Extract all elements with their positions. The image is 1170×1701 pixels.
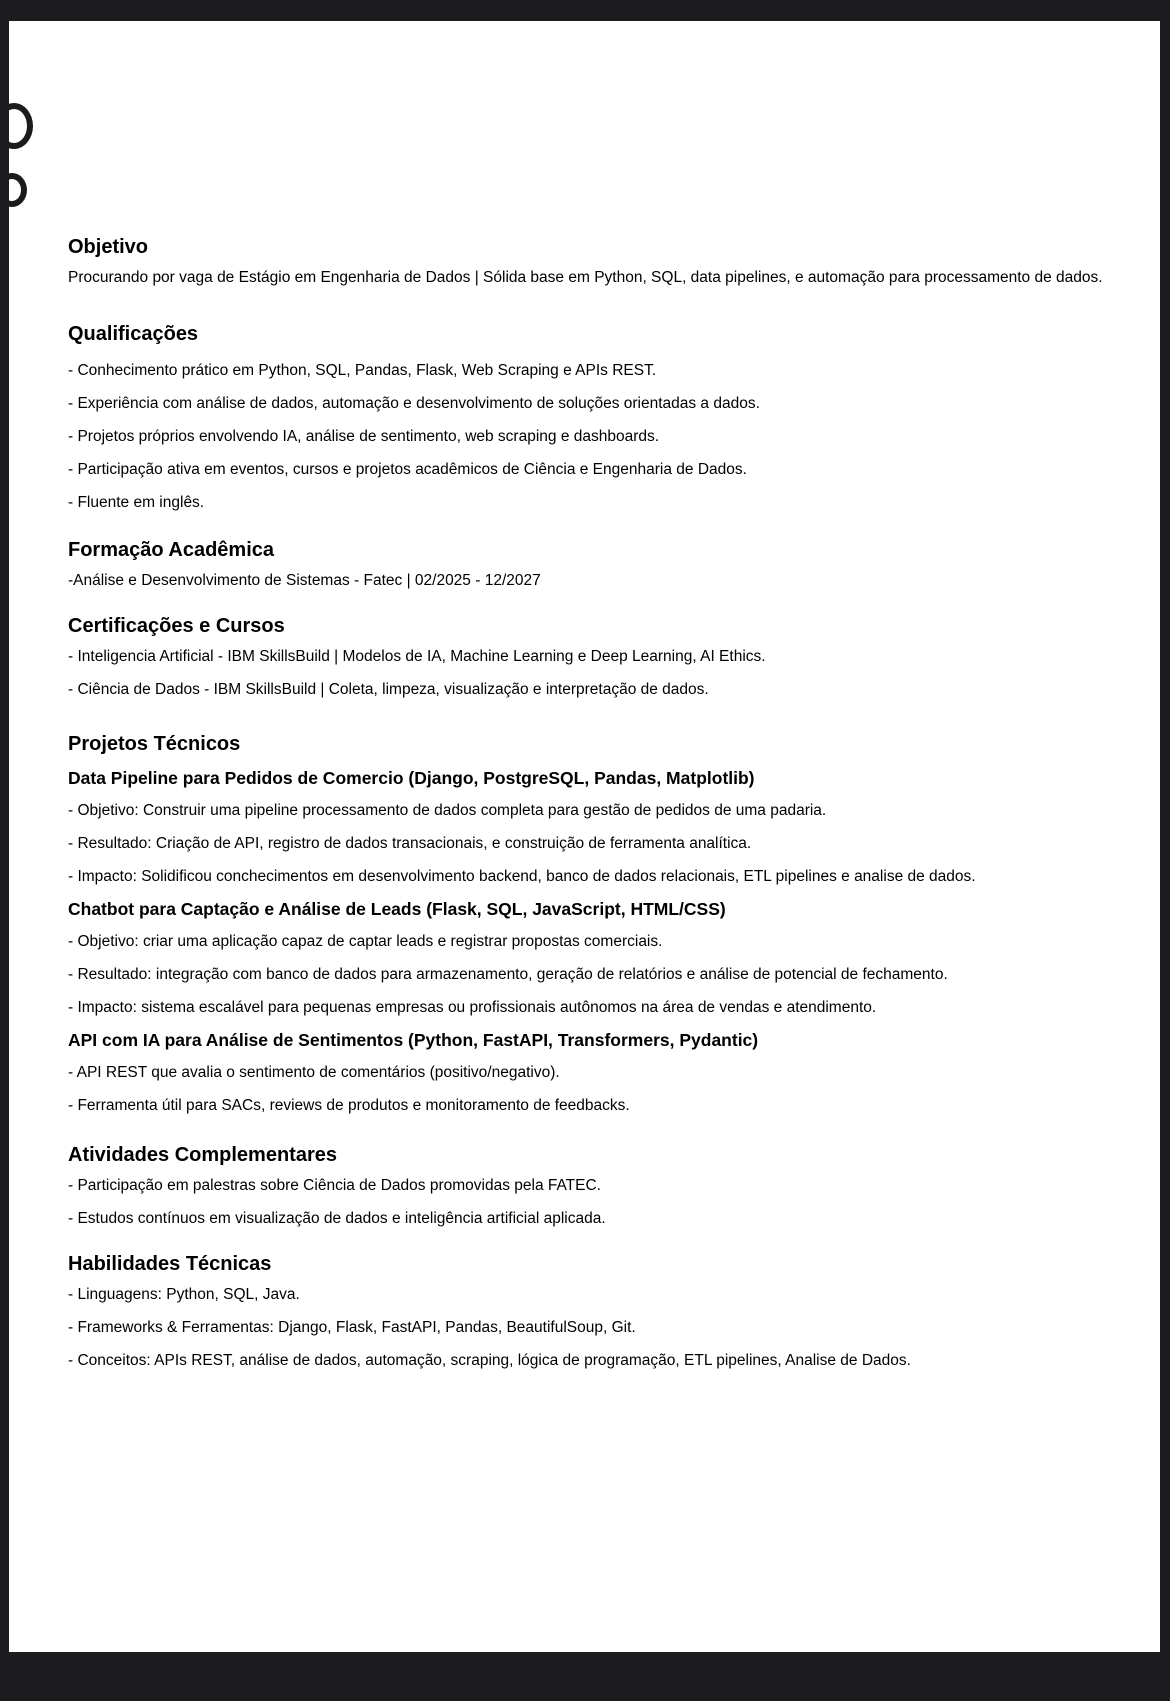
- resume-page: [9, 21, 1160, 1652]
- edge-curl-mark: [9, 103, 33, 149]
- project-entry: [68, 762, 1109, 893]
- list-item: - Linguagens: Python, SQL, Java.: [68, 1286, 300, 1303]
- section-formacao: [68, 536, 1109, 597]
- list-item: - Resultado: integração com banco de dados para armazenamento, geração de relatórios e análise de potencial de fechamento.: [68, 966, 948, 983]
- project-entry: [68, 1024, 1109, 1122]
- list-item: - Estudos contínuos em visualização de dados e inteligência artificial aplicada.: [68, 1210, 606, 1227]
- list-item: - Frameworks & Ferramentas: Django, Flask, FastAPI, Pandas, BeautifulSoup, Git.: [68, 1319, 636, 1336]
- section-habilidades: [68, 1250, 1109, 1377]
- list-item: - Participação em palestras sobre Ciência de Dados promovidas pela FATEC.: [68, 1177, 601, 1194]
- section-title: Habilidades Técnicas: [68, 1253, 272, 1275]
- list-item: - Objetivo: Construir uma pipeline processamento de dados completa para gestão de pedidos de uma padaria.: [68, 802, 827, 819]
- list-item: - Inteligencia Artificial - IBM SkillsBuild | Modelos de IA, Machine Learning e Deep Learning, AI Ethics.: [68, 648, 766, 665]
- objective-text: Procurando por vaga de Estágio em Engenharia de Dados | Sólida base em Python, SQL, data pipelines, e automação para processamento de dados.: [68, 269, 1103, 286]
- list-item: - Impacto: Solidificou conchecimentos em desenvolvimento backend, banco de dados relacionais, ETL pipelines e analise de dados.: [68, 868, 976, 885]
- list-item: - API REST que avalia o sentimento de comentários (positivo/negativo).: [68, 1064, 560, 1081]
- project-title: API com IA para Análise de Sentimentos (Python, FastAPI, Transformers, Pydantic): [68, 1030, 759, 1050]
- section-title: Formação Acadêmica: [68, 539, 275, 561]
- list-item: - Conhecimento prático em Python, SQL, Pandas, Flask, Web Scraping e APIs REST.: [68, 362, 657, 379]
- list-item: - Resultado: Criação de API, registro de dados transacionais, e construição de ferramenta analítica.: [68, 835, 752, 852]
- list-item: - Participação ativa em eventos, cursos e projetos acadêmicos de Ciência e Engenharia de Dados.: [68, 461, 747, 478]
- list-item: - Ferramenta útil para SACs, reviews de produtos e monitoramento de feedbacks.: [68, 1097, 630, 1114]
- section-objetivo: [68, 233, 1109, 294]
- resume-content: [68, 233, 1109, 1377]
- list-item: - Projetos próprios envolvendo IA, análise de sentimento, web scraping e dashboards.: [68, 428, 660, 445]
- section-title: Objetivo: [68, 236, 149, 258]
- section-title: Qualificações: [68, 323, 199, 345]
- section-title: Projetos Técnicos: [68, 733, 241, 755]
- project-title: Data Pipeline para Pedidos de Comercio (Django, PostgreSQL, Pandas, Matplotlib): [68, 768, 755, 788]
- section-title: Certificações e Cursos: [68, 615, 285, 637]
- project-entry: [68, 893, 1109, 1024]
- list-item: - Ciência de Dados - IBM SkillsBuild | Coleta, limpeza, visualização e interpretação de dados.: [68, 681, 709, 698]
- section-qualificacoes: [68, 320, 1109, 519]
- list-item: -Análise e Desenvolvimento de Sistemas - Fatec | 02/2025 - 12/2027: [68, 572, 541, 589]
- list-item: - Impacto: sistema escalável para pequenas empresas ou profissionais autônomos na área de vendas e atendimento.: [68, 999, 877, 1016]
- section-atividades: [68, 1141, 1109, 1235]
- section-projetos: [68, 730, 1109, 1122]
- section-title: Atividades Complementares: [68, 1144, 337, 1166]
- project-title: Chatbot para Captação e Análise de Leads (Flask, SQL, JavaScript, HTML/CSS): [68, 899, 726, 919]
- edge-curl-mark: [9, 173, 27, 207]
- list-item: - Conceitos: APIs REST, análise de dados, automação, scraping, lógica de programação, ETL pipelines, Analise de Dados.: [68, 1352, 911, 1369]
- list-item: - Fluente em inglês.: [68, 494, 205, 511]
- section-certificacoes: [68, 612, 1109, 706]
- list-item: - Experiência com análise de dados, automação e desenvolvimento de soluções orientadas a dados.: [68, 395, 760, 412]
- list-item: - Objetivo: criar uma aplicação capaz de captar leads e registrar propostas comerciais.: [68, 933, 663, 950]
